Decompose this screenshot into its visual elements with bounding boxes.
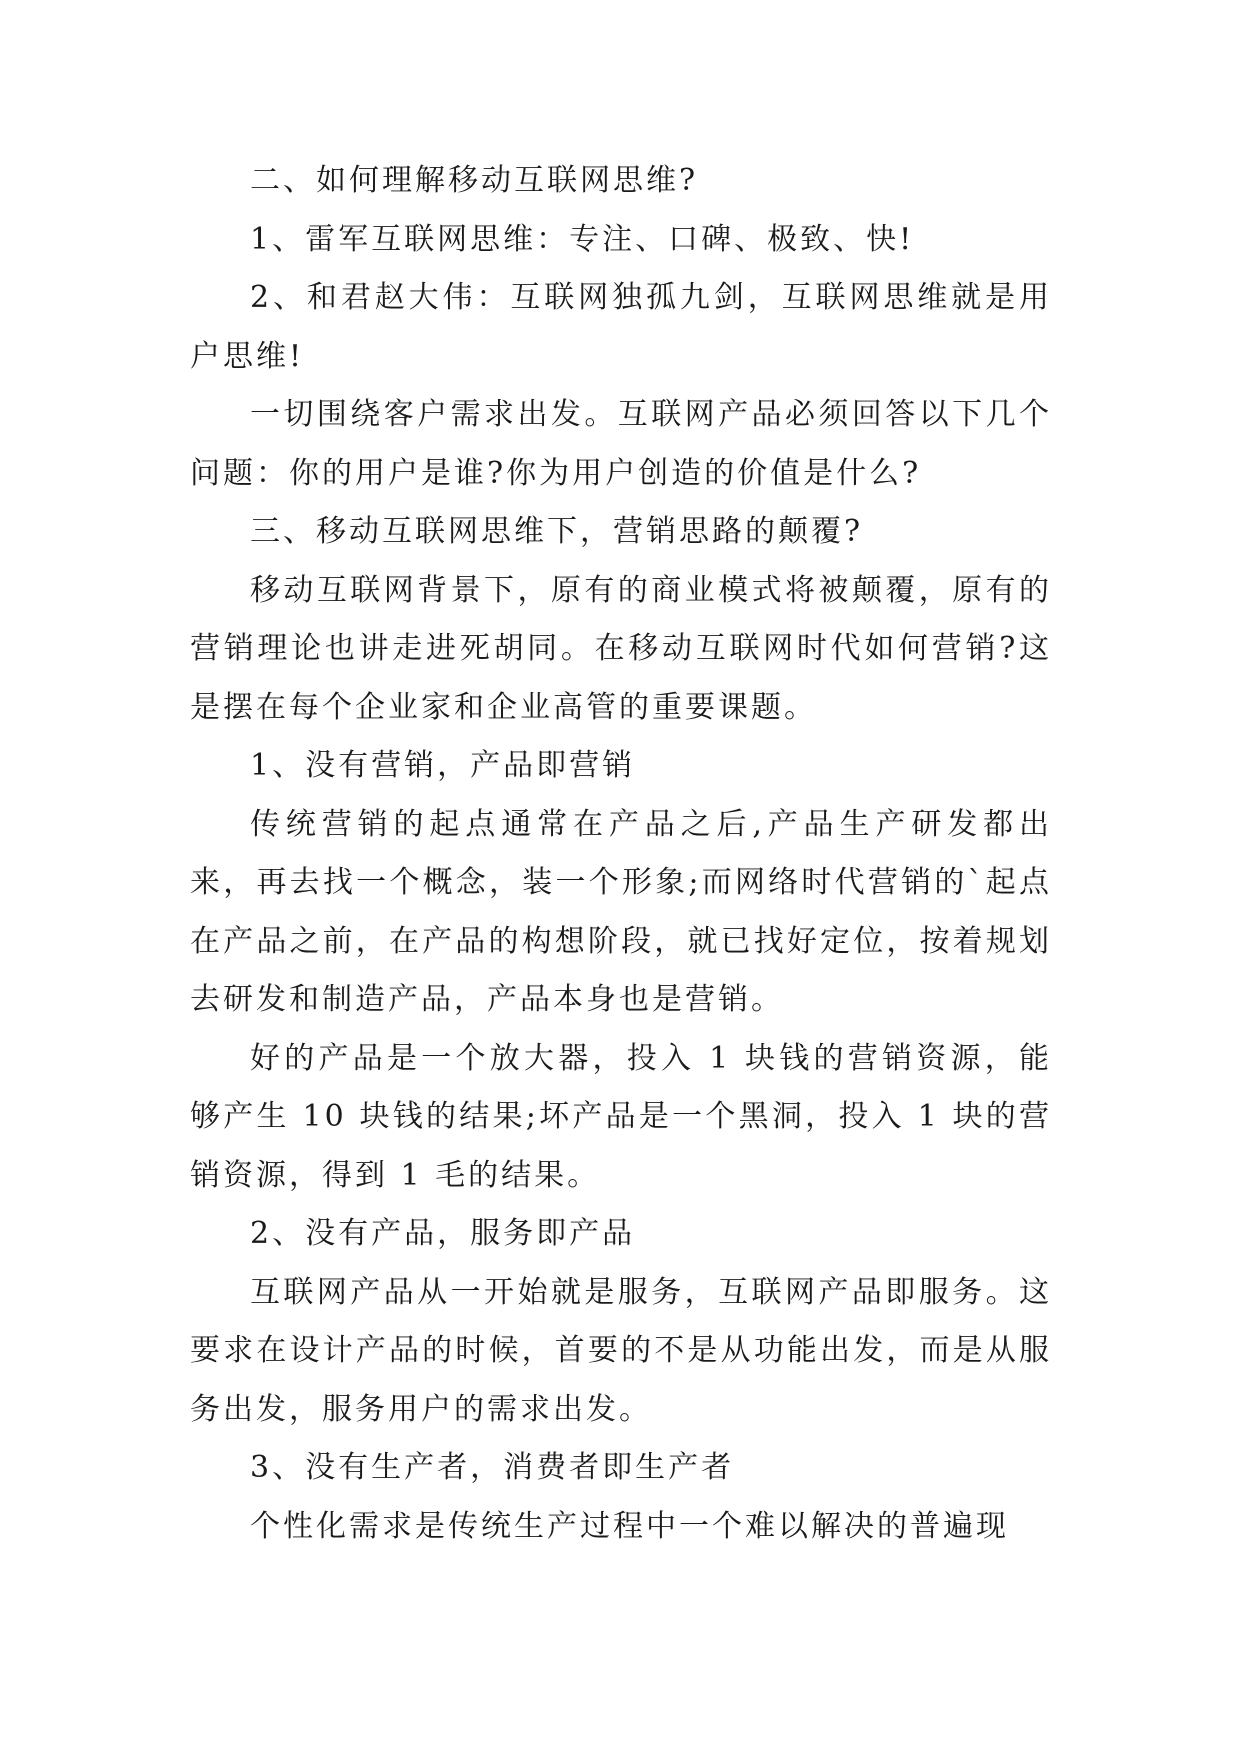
heading-three: 三、移动互联网思维下，营销思路的颠覆? [250, 514, 864, 549]
paragraph: 移动互联网背景下，原有的商业模式将被颠覆，原有的营销理论也讲走进死胡同。在移动互联网时代如何营销?这是摆在每个企业家和企业高管的重要课题。 [190, 572, 1052, 725]
paragraph: 传统营销的起点通常在产品之后,产品生产研发都出来，再去找一个概念，装一个形象;而网络时代营销的`起点在产品之前，在产品的构想阶段，就已找好定位，按着规划去研发和制造产品，产品本身也是营销。 [190, 806, 1052, 1017]
list-item: 1、雷军互联网思维：专注、口碑、极致、快! [250, 221, 915, 257]
paragraph: 一切围绕客户需求出发。互联网产品必须回答以下几个问题：你的用户是谁?你为用户创造的价值是什么? [190, 397, 1052, 491]
subheading: 1、没有营销，产品即营销 [250, 748, 636, 783]
subheading: 2、没有产品，服务即产品 [250, 1216, 636, 1251]
document-body [190, 152, 1052, 1556]
paragraph: 互联网产品从一开始就是服务，互联网产品即服务。这要求在设计产品的时候，首要的不是从功能出发，而是从服务出发，服务用户的需求出发。 [190, 1274, 1052, 1427]
subheading: 3、没有生产者，消费者即生产者 [250, 1450, 735, 1485]
paragraph: 个性化需求是传统生产过程中一个难以解决的普遍现 [250, 1508, 1009, 1544]
paragraph: 好的产品是一个放大器，投入 1 块钱的营销资源，能够产生 10 块钱的结果;坏产品是一个黑洞，投入 1 块的营销资源，得到 1 毛的结果。 [190, 1040, 1052, 1193]
list-item: 2、和君赵大伟：互联网独孤九剑，互联网思维就是用户思维! [190, 280, 1052, 374]
heading-two: 二、如何理解移动互联网思维? [250, 163, 699, 198]
